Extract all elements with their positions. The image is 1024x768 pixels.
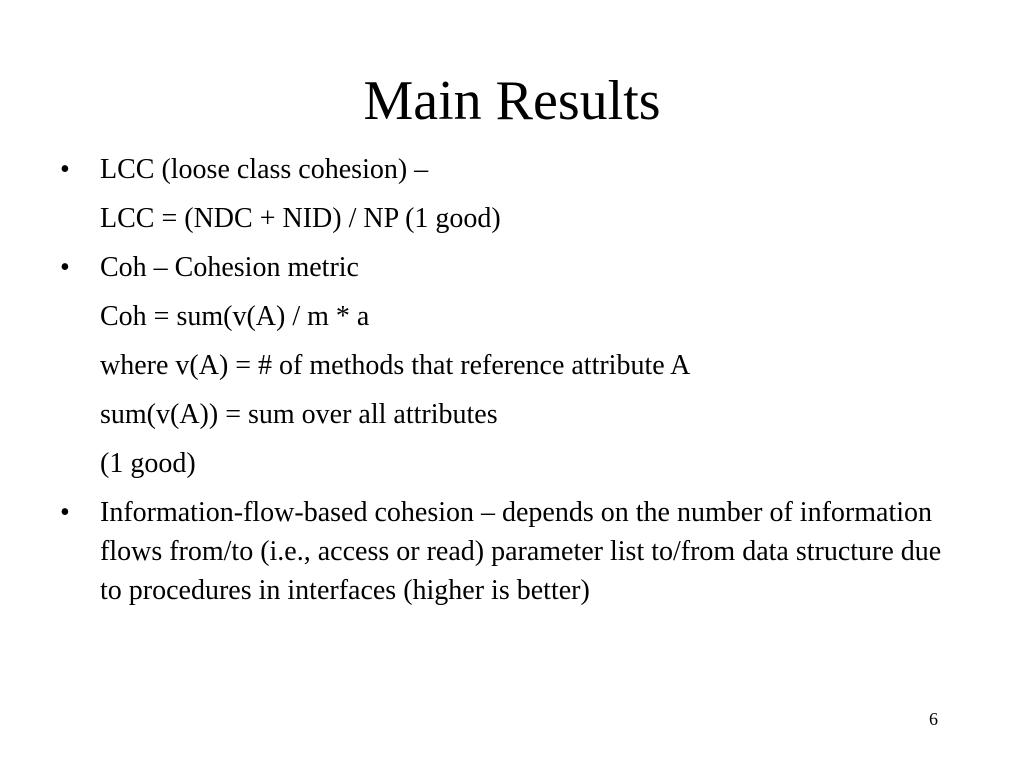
list-item-coh	[60, 248, 960, 287]
list-item-lcc-formula	[60, 199, 960, 238]
item-text: Coh = sum(v(A) / m * a	[100, 301, 370, 332]
item-text: Information-flow-based cohesion – depends on the number of information flows from/to (i.e., access or read) parameter list to/from data structure due to procedures in interfaces (higher is better)	[100, 497, 942, 606]
item-text: sum(v(A)) = sum over all attributes	[100, 399, 498, 430]
slide-title: Main Results	[363, 70, 661, 132]
item-text: (1 good)	[100, 448, 196, 479]
page-number: 6	[929, 709, 938, 729]
list-item-coh-good	[60, 444, 960, 483]
bullet-icon: •	[60, 252, 70, 283]
bullet-list	[60, 150, 960, 610]
list-item-coh-where	[60, 346, 960, 385]
item-text: LCC = (NDC + NID) / NP (1 good)	[100, 203, 501, 234]
list-item-coh-formula	[60, 297, 960, 336]
item-text: LCC (loose class cohesion) –	[100, 154, 429, 185]
item-text: Coh – Cohesion metric	[100, 252, 359, 283]
list-item-lcc	[60, 150, 960, 189]
bullet-icon: •	[60, 497, 70, 528]
bullet-icon: •	[60, 154, 70, 185]
list-item-coh-sum	[60, 395, 960, 434]
item-text: where v(A) = # of methods that reference attribute A	[100, 350, 691, 381]
list-item-info-flow	[60, 493, 960, 610]
